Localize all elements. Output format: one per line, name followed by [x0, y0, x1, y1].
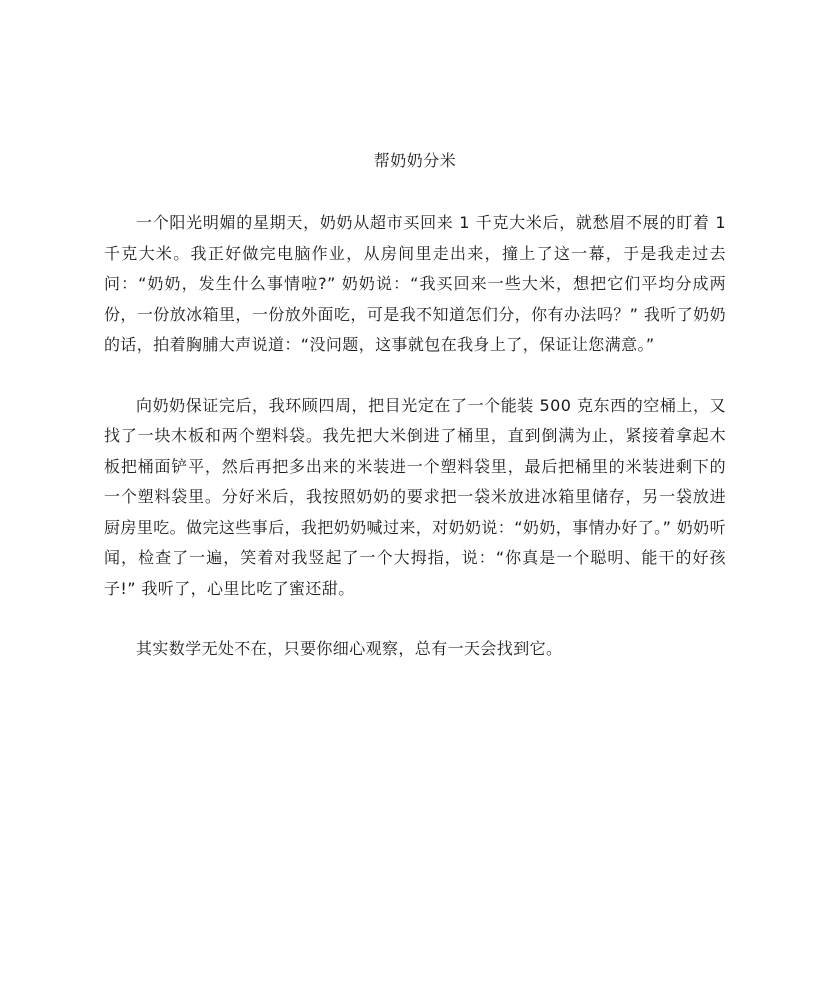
paragraph-1: 一个阳光明媚的星期天，奶奶从超市买回来 1 千克大米后，就愁眉不展的盯着 1 千克大米。我正好做完电脑作业，从房间里走出来，撞上了这一幕，于是我走过去问：“奶奶，发生什么事情啦?” 奶奶说：“我买回来一些大米，想把它们平均分成两份，一份放冰箱里，一份放外面吃，可是我不知道怎们分，你有办法吗？” 我听了奶奶的话，拍着胸脯大声说道：“没问题，这事就包在我身上了，保证让您满意。”	[104, 213, 726, 354]
paragraph-2: 向奶奶保证完后，我环顾四周，把目光定在了一个能装 500 克东西的空桶上，又找了一块木板和两个塑料袋。我先把大米倒进了桶里，直到倒满为止，紧接着拿起木板把桶面铲平，然后再把多出来的米装进一个塑料袋里，最后把桶里的米装进剩下的一个塑料袋里。分好米后，我按照奶奶的要求把一袋米放进冰箱里储存，另一袋放进厨房里吃。做完这些事后，我把奶奶喊过来，对奶奶说：“奶奶，事情办好了。” 奶奶听闻，检查了一遍，笑着对我竖起了一个大拇指，说：“你真是一个聪明、能干的好孩子!” 我听了，心里比吃了蜜还甜。	[104, 395, 726, 598]
document-title: 帮奶奶分米	[373, 151, 457, 170]
paragraph-3: 其实数学无处不在，只要你细心观察，总有一天会找到它。	[136, 639, 563, 658]
document-body	[104, 208, 726, 665]
